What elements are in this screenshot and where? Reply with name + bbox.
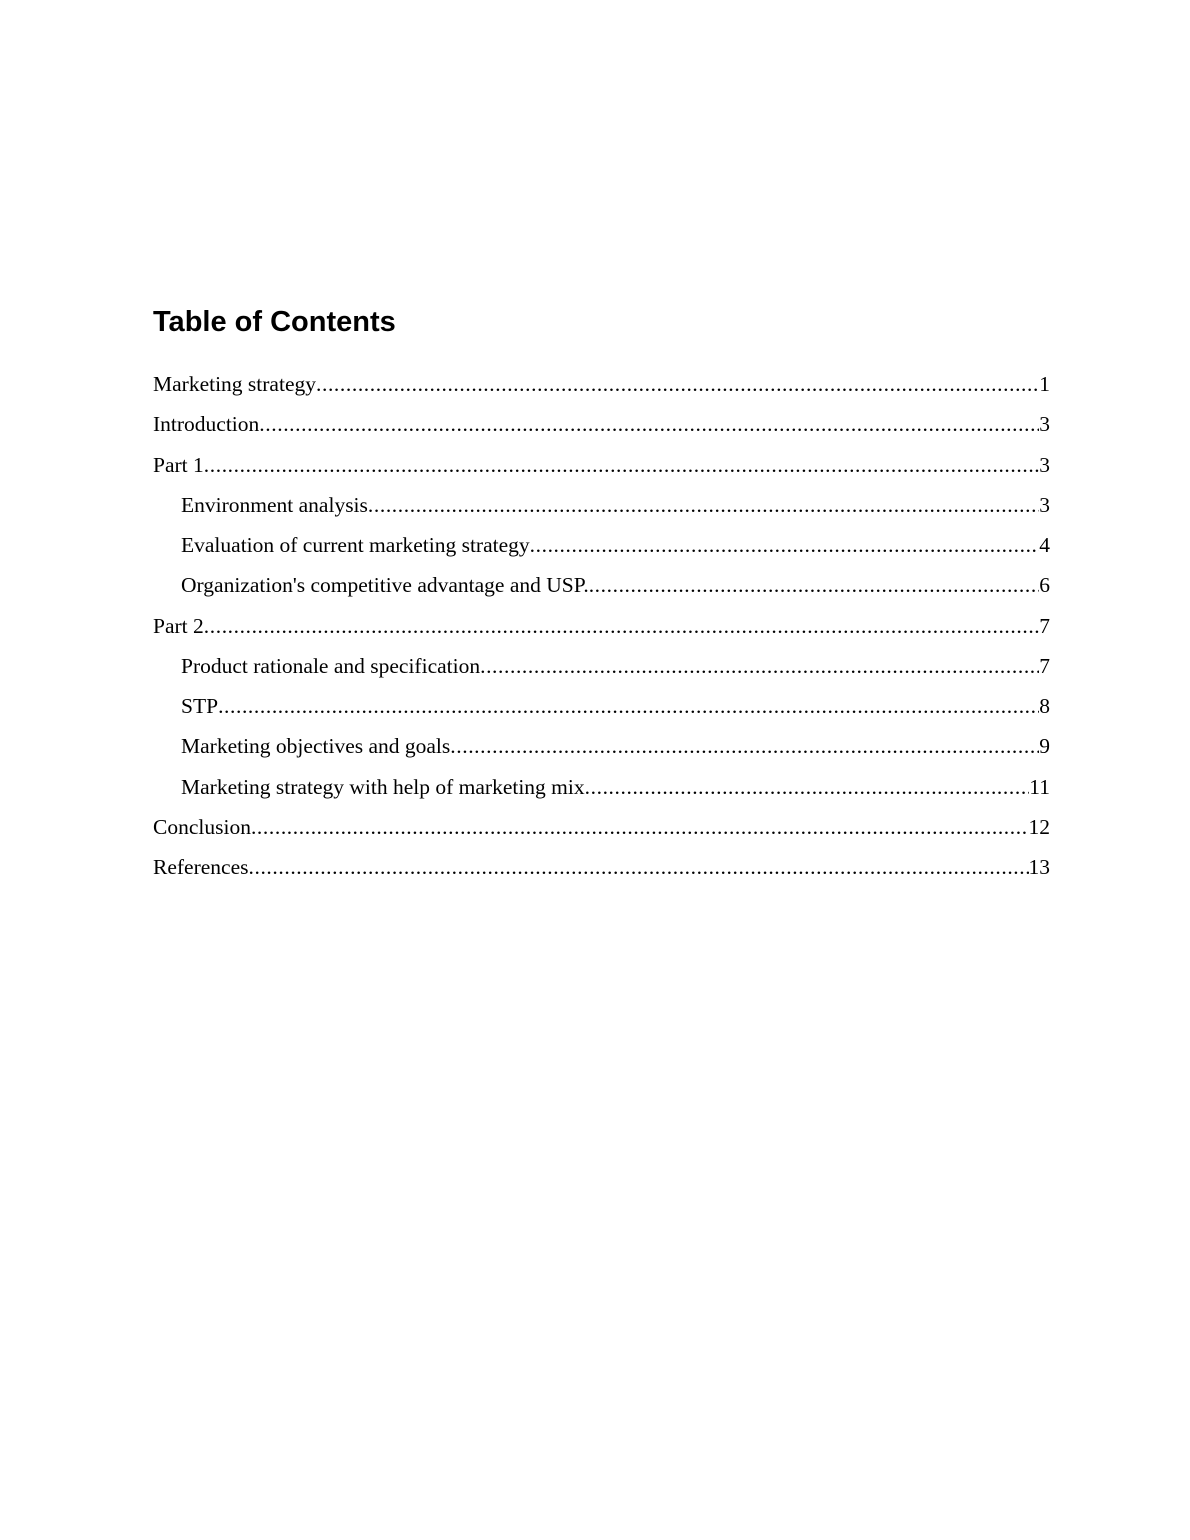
- toc-dot-leader: [249, 847, 1029, 887]
- toc-entry-text: Marketing strategy: [153, 372, 316, 396]
- toc-entry[interactable]: [153, 565, 1050, 605]
- toc-page-number: 8: [1039, 694, 1050, 718]
- toc-page-number: 6: [1039, 573, 1050, 598]
- toc-dot-leader: [585, 767, 1030, 807]
- toc-page-number: 1: [1039, 372, 1050, 396]
- toc-page-number: 7: [1039, 613, 1050, 638]
- toc-page-number: 13: [1028, 855, 1050, 879]
- toc-entry-text: Part 2: [153, 613, 204, 638]
- toc-dot-leader: [368, 485, 1039, 525]
- toc-dot-leader: [218, 686, 1039, 726]
- toc-page-number: 3: [1039, 452, 1050, 477]
- toc-entry[interactable]: [153, 364, 1050, 404]
- toc-entry-text: Marketing strategy with help of marketing mix: [181, 774, 585, 799]
- toc-list: [153, 364, 1050, 887]
- toc-dot-leader: [450, 726, 1039, 766]
- toc-heading: Table of Contents: [153, 306, 396, 338]
- toc-entry[interactable]: [153, 525, 1050, 565]
- toc-page-number: 11: [1029, 774, 1050, 799]
- toc-dot-leader: [589, 565, 1040, 605]
- toc-entry[interactable]: [153, 767, 1050, 807]
- toc-dot-leader: [251, 807, 1029, 847]
- toc-page-number: 7: [1039, 653, 1050, 678]
- toc-dot-leader: [204, 606, 1039, 646]
- toc-entry[interactable]: [153, 646, 1050, 686]
- toc-dot-leader: [530, 525, 1040, 565]
- toc-entry[interactable]: [153, 606, 1050, 646]
- toc-entry[interactable]: [153, 485, 1050, 525]
- toc-entry[interactable]: [153, 807, 1050, 847]
- toc-entry-text: STP: [181, 694, 219, 718]
- toc-page-number: 12: [1028, 814, 1050, 839]
- toc-entry[interactable]: [153, 847, 1050, 887]
- toc-entry-text: Product rationale and specification: [181, 653, 481, 678]
- toc-entry-text: Marketing objectives and goals: [181, 734, 451, 759]
- toc-entry-text: Organization's competitive advantage and USP.: [181, 573, 589, 598]
- toc-page-number: 4: [1039, 533, 1050, 557]
- toc-dot-leader: [259, 404, 1039, 444]
- toc-entry[interactable]: [153, 686, 1050, 726]
- toc-dot-leader: [480, 646, 1039, 686]
- toc-page-number: 3: [1039, 412, 1050, 437]
- toc-entry-text: Evaluation of current marketing strategy: [181, 533, 530, 557]
- toc-entry-text: Part 1: [153, 452, 204, 477]
- toc-entry-text: Environment analysis: [181, 492, 368, 517]
- toc-page-number: 3: [1039, 492, 1050, 517]
- toc-entry[interactable]: [153, 726, 1050, 766]
- toc-dot-leader: [316, 364, 1039, 404]
- toc-entry-text: Introduction: [153, 412, 260, 437]
- toc-entry-text: References: [153, 855, 249, 879]
- toc-entry[interactable]: [153, 445, 1050, 485]
- toc-entry[interactable]: [153, 404, 1050, 444]
- toc-dot-leader: [204, 445, 1039, 485]
- toc-entry-text: Conclusion: [153, 814, 251, 839]
- toc-page-number: 9: [1039, 734, 1050, 759]
